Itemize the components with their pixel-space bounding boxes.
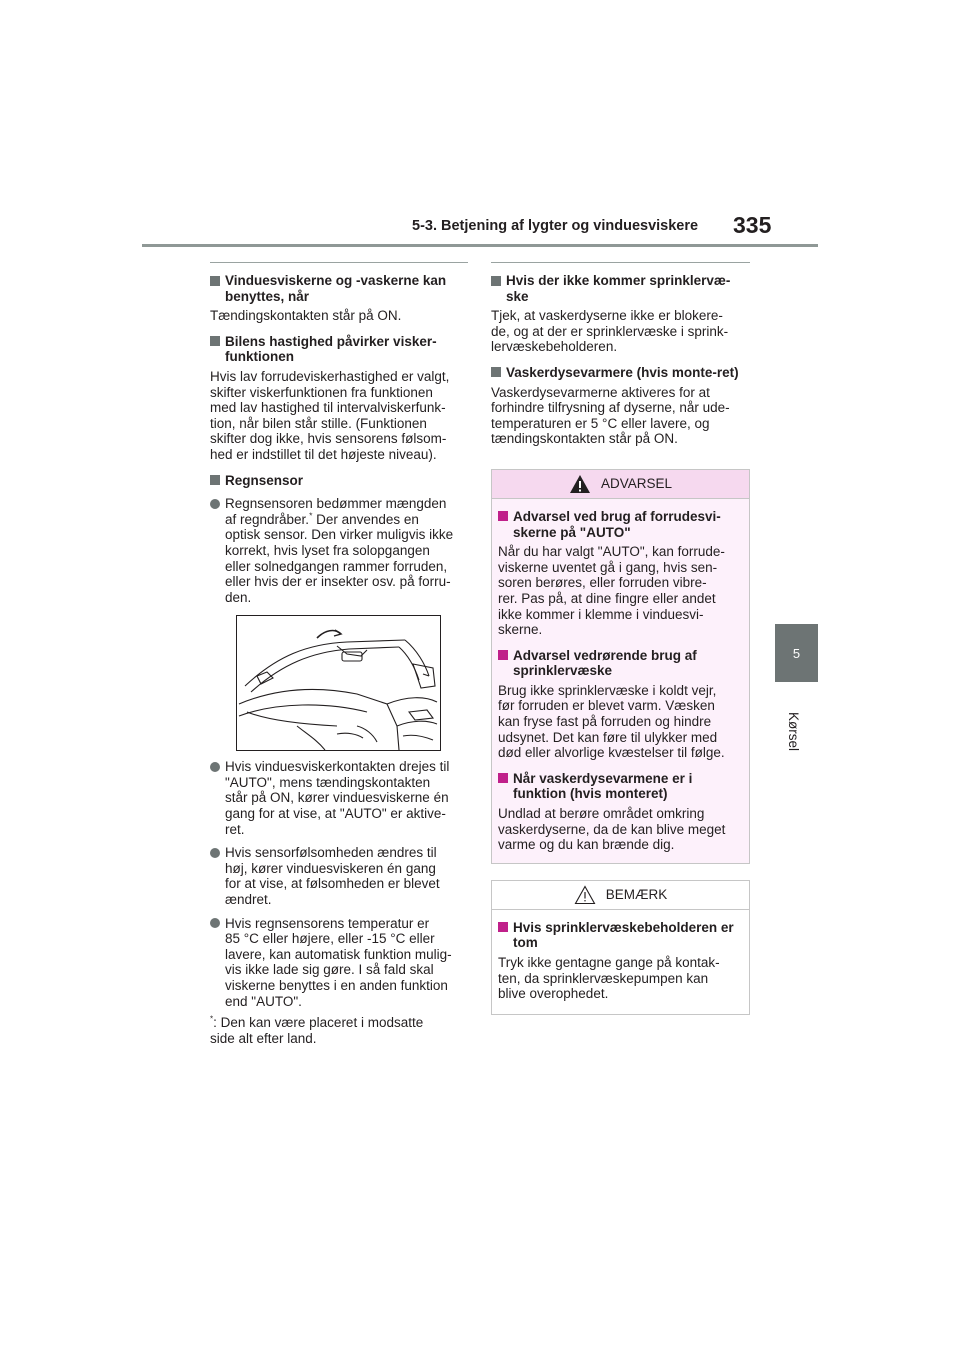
list-item: Hvis vinduesviskerkontakten drejes til "AUTO", mens tændingskontakten står på ON, kører vinduesviskerne én gang for at vise, at "AUTO" er aktive- ret. bbox=[210, 759, 468, 837]
round-bullet-icon bbox=[210, 499, 220, 509]
square-bullet-icon bbox=[498, 650, 508, 660]
list-item: Hvis sensorfølsomheden ændres til høj, kører vinduesviskeren én gang for at vise, at følsomheden er blevet ændret. bbox=[210, 845, 468, 907]
section-title: Bilens hastighed påvirker visker-funktionen bbox=[210, 334, 468, 365]
list-item: Hvis regnsensorens temperatur er 85 °C eller højere, eller -15 °C eller lavere, kan automatisk funktion mulig- vis ikke lade sig gøre. I så fald skal viskerne benyttes i en anden funktion end "AUTO". bbox=[210, 916, 468, 1010]
square-bullet-icon bbox=[498, 773, 508, 783]
footnote: *: Den kan være placeret i modsatte side alt efter land. bbox=[210, 1014, 424, 1046]
notice-section-title: Hvis sprinklervæskebeholderen er tom bbox=[498, 920, 743, 951]
header-rule bbox=[142, 244, 818, 247]
square-bullet-icon bbox=[210, 276, 220, 286]
footnote-marker: * bbox=[309, 510, 313, 521]
warning-triangle-icon bbox=[569, 474, 591, 494]
header-section-title: 5-3. Betjening af lygter og vinduesviskere bbox=[412, 218, 699, 234]
round-bullet-icon bbox=[210, 918, 220, 928]
windshield-rain-sensor-illustration bbox=[236, 615, 441, 751]
column-rule bbox=[491, 262, 750, 263]
warning-header bbox=[492, 470, 749, 499]
notice-body bbox=[492, 910, 749, 1014]
round-bullet-icon bbox=[210, 762, 220, 772]
warning-heading: ADVARSEL bbox=[600, 476, 673, 492]
caution-outline-triangle-icon bbox=[574, 885, 596, 905]
page-number: 335 bbox=[733, 212, 772, 238]
chapter-label: Kørsel bbox=[786, 712, 801, 752]
section-title: Regnsensor bbox=[210, 473, 468, 489]
square-bullet-icon bbox=[491, 367, 501, 377]
notice-text: Tryk ikke gentagne gange på kontak- ten, da sprinklervæskepumpen kan blive overophedet. bbox=[498, 955, 720, 1002]
section-title: Vinduesviskerne og -vaskerne kan benyttes, når bbox=[210, 273, 468, 304]
chapter-tab[interactable]: 5 bbox=[775, 624, 818, 682]
square-bullet-icon bbox=[491, 276, 501, 286]
square-bullet-icon bbox=[210, 336, 220, 346]
warning-section-title: Når vaskerdysevarmene er i funktion (hvis monteret) bbox=[498, 771, 743, 802]
square-bullet-icon bbox=[498, 922, 508, 932]
section-title: Hvis der ikke kommer sprinklervæ-ske bbox=[491, 273, 750, 304]
warning-text: Brug ikke sprinklervæske i koldt vejr, før forruden er blevet varm. Væsken kan fryse fast på forruden og hindre udsynet. Det kan føre til ulykker med død eller alvorlige kvæstelser til følge. bbox=[498, 682, 725, 761]
square-bullet-icon bbox=[210, 475, 220, 485]
list-item: Regnsensoren bedømmer mængden af regndråber.* Der anvendes en optisk sensor. Den virker muligvis ikke korrekt, hvis lyset fra solopgangen eller solnedgangen rammer forruden, eller hvis der er insekter osv. på forru- den. bbox=[210, 496, 468, 605]
warning-section-title: Advarsel ved brug af forrudesvi-skerne på "AUTO" bbox=[498, 509, 743, 540]
warning-box bbox=[491, 469, 750, 864]
notice-heading: BEMÆRK bbox=[605, 887, 668, 903]
round-bullet-icon bbox=[210, 848, 220, 858]
section-text: Tændingskontakten står på ON. bbox=[210, 308, 402, 324]
notice-header bbox=[492, 881, 749, 910]
right-column bbox=[491, 262, 750, 1015]
footnote-marker: * bbox=[210, 1014, 214, 1024]
section-text: Hvis lav forrudeviskerhastighed er valgt, skifter viskerfunktionen fra funktionen med lav hastighed til intervalviskerfunk- tion, når bilen står stille. (Funktionen skifter dog ikke, hvis sensorens følsom- hed er indstillet til det højeste niveau). bbox=[210, 368, 450, 462]
square-bullet-icon bbox=[498, 511, 508, 521]
section-text: Tjek, at vaskerdyserne ikke er blokere- de, og at der er sprinklervæske i sprink- lervæskebeholderen. bbox=[491, 308, 729, 355]
warning-text: Når du har valgt "AUTO", kan forrude- viskerne uventet gå i gang, hvis sen- soren berøres, eller forruden vibre- rer. Pas på, at dine fingre eller andet ikke kommer i klemme i vinduesvi- skerne. bbox=[498, 544, 725, 638]
section-text: Vaskerdysevarmerne aktiveres for at forhindre tilfrysning af dyserne, når ude- temperaturen er 5 °C eller lavere, og tændingskontakten står på ON. bbox=[491, 384, 730, 447]
warning-body bbox=[492, 499, 749, 863]
section-title: Vaskerdysevarmere (hvis monte-ret) bbox=[491, 365, 750, 381]
warning-text: Undlad at berøre området omkring vaskerdyserne, da de kan blive meget varme og du kan brænde dig. bbox=[498, 806, 726, 853]
column-rule bbox=[210, 262, 468, 263]
left-column bbox=[210, 262, 468, 1046]
warning-section-title: Advarsel vedrørende brug af sprinklervæske bbox=[498, 648, 743, 679]
notice-box bbox=[491, 880, 750, 1015]
